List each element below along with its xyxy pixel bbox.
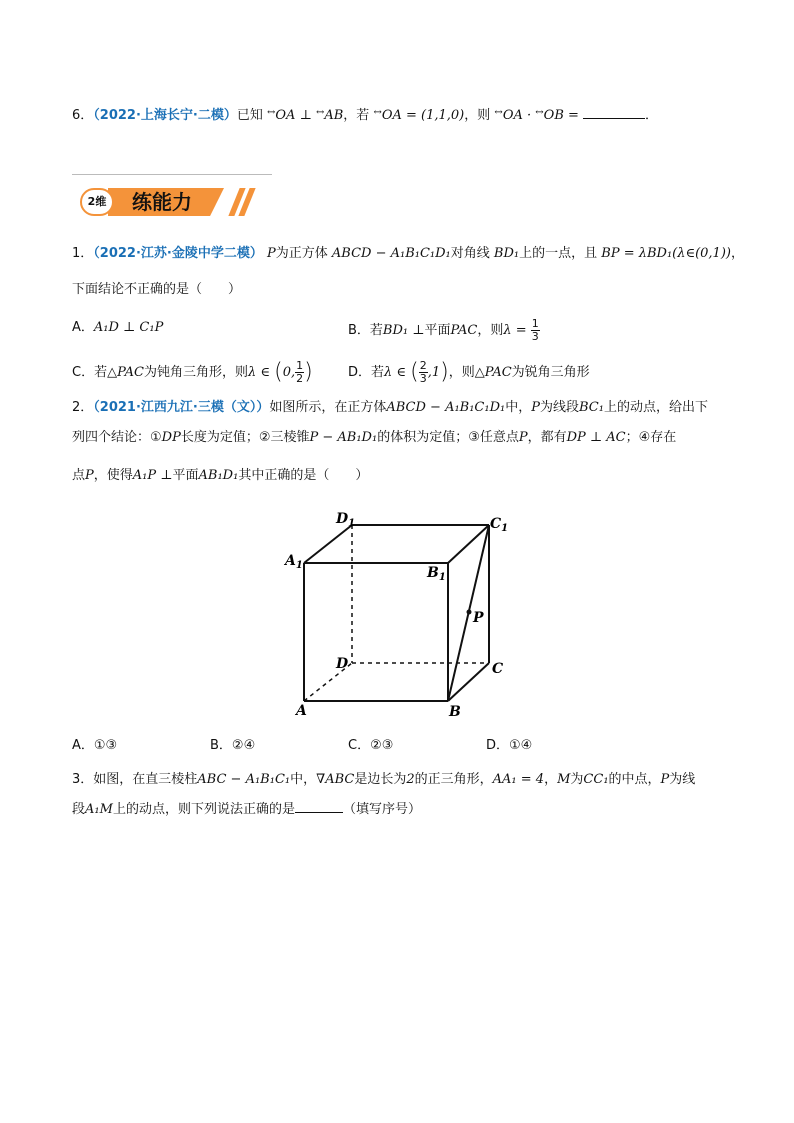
section-title: 练能力 [132,190,192,214]
label-b: B [449,704,461,720]
option-c[interactable]: C．若△PAC为钝角三角形，则λ ∈ (0, $\frac{1}{2}$ ) [72,359,313,385]
option-d[interactable]: D．①④ [486,738,533,753]
question-source: （2022·上海长宁·二模） [93,108,237,123]
label-d1: $D_1$ [336,511,356,529]
question-1-stem: 1．（2022·江苏·金陵中学二模） P为正方体 ABCD − A₁B₁C₁D₁对角线 BD₁上的一点，且 BP = λBD₁(λ∈(0,1))， [72,246,744,261]
question-6: 6．（2022·上海长宁·二模）已知 ↔OA ⊥ ↔AB，若 ↔OA = (1,1,0)，则 ↔OA · ↔OB = ． [72,107,659,123]
option-b[interactable]: B．②④ [210,738,256,753]
label-c1: $C_1$ [490,516,509,534]
question-1-prompt: 下面结论不正确的是（ ） [72,282,242,297]
section-badge: 2维 [80,188,114,216]
section-banner [76,186,256,218]
question-3-line-1: 3．如图，在直三棱柱ABC − A₁B₁C₁中，∇ABC是边长为2的正三角形，AA₁ = 4，M为CC₁的中点，P为线 [72,772,696,787]
cube-figure [282,503,522,723]
option-a[interactable]: A．A₁D ⊥ C₁P [72,320,164,335]
question-2-line-2: 列四个结论：①DP长度为定值；②三棱锥P − AB₁D₁的体积为定值；③任意点P，都有DP ⊥ AC；④存在 [72,430,677,445]
label-c: C [492,661,504,677]
label-a1: $A_1$ [285,553,303,571]
option-b[interactable]: B．若BD₁ ⊥平面PAC，则λ = $\frac{1}{3}$ [348,317,539,343]
option-c[interactable]: C．②③ [348,738,394,753]
option-d[interactable]: D．若λ ∈ ( $\frac{2}{3}$ ,1)，则△PAC为锐角三角形 [348,359,590,385]
section-divider [72,174,272,175]
label-d: D [336,656,349,672]
label-a: A [296,703,307,719]
label-b1: $B_1$ [427,565,446,583]
point-p [467,610,472,615]
answer-blank[interactable] [295,800,343,813]
option-a[interactable]: A．①③ [72,738,118,753]
question-2-line-3: 点P，使得A₁P ⊥平面AB₁D₁其中正确的是（ ） [72,468,369,483]
label-p: P [473,610,484,626]
answer-blank[interactable] [583,106,645,119]
question-2-line-1: 2．（2021·江西九江·三模（文））如图所示，在正方体ABCD − A₁B₁C₁D₁中，P为线段BC₁上的动点，给出下 [72,400,708,415]
question-3-line-2: 段A₁M上的动点，则下列说法正确的是 （填写序号） [72,802,421,817]
